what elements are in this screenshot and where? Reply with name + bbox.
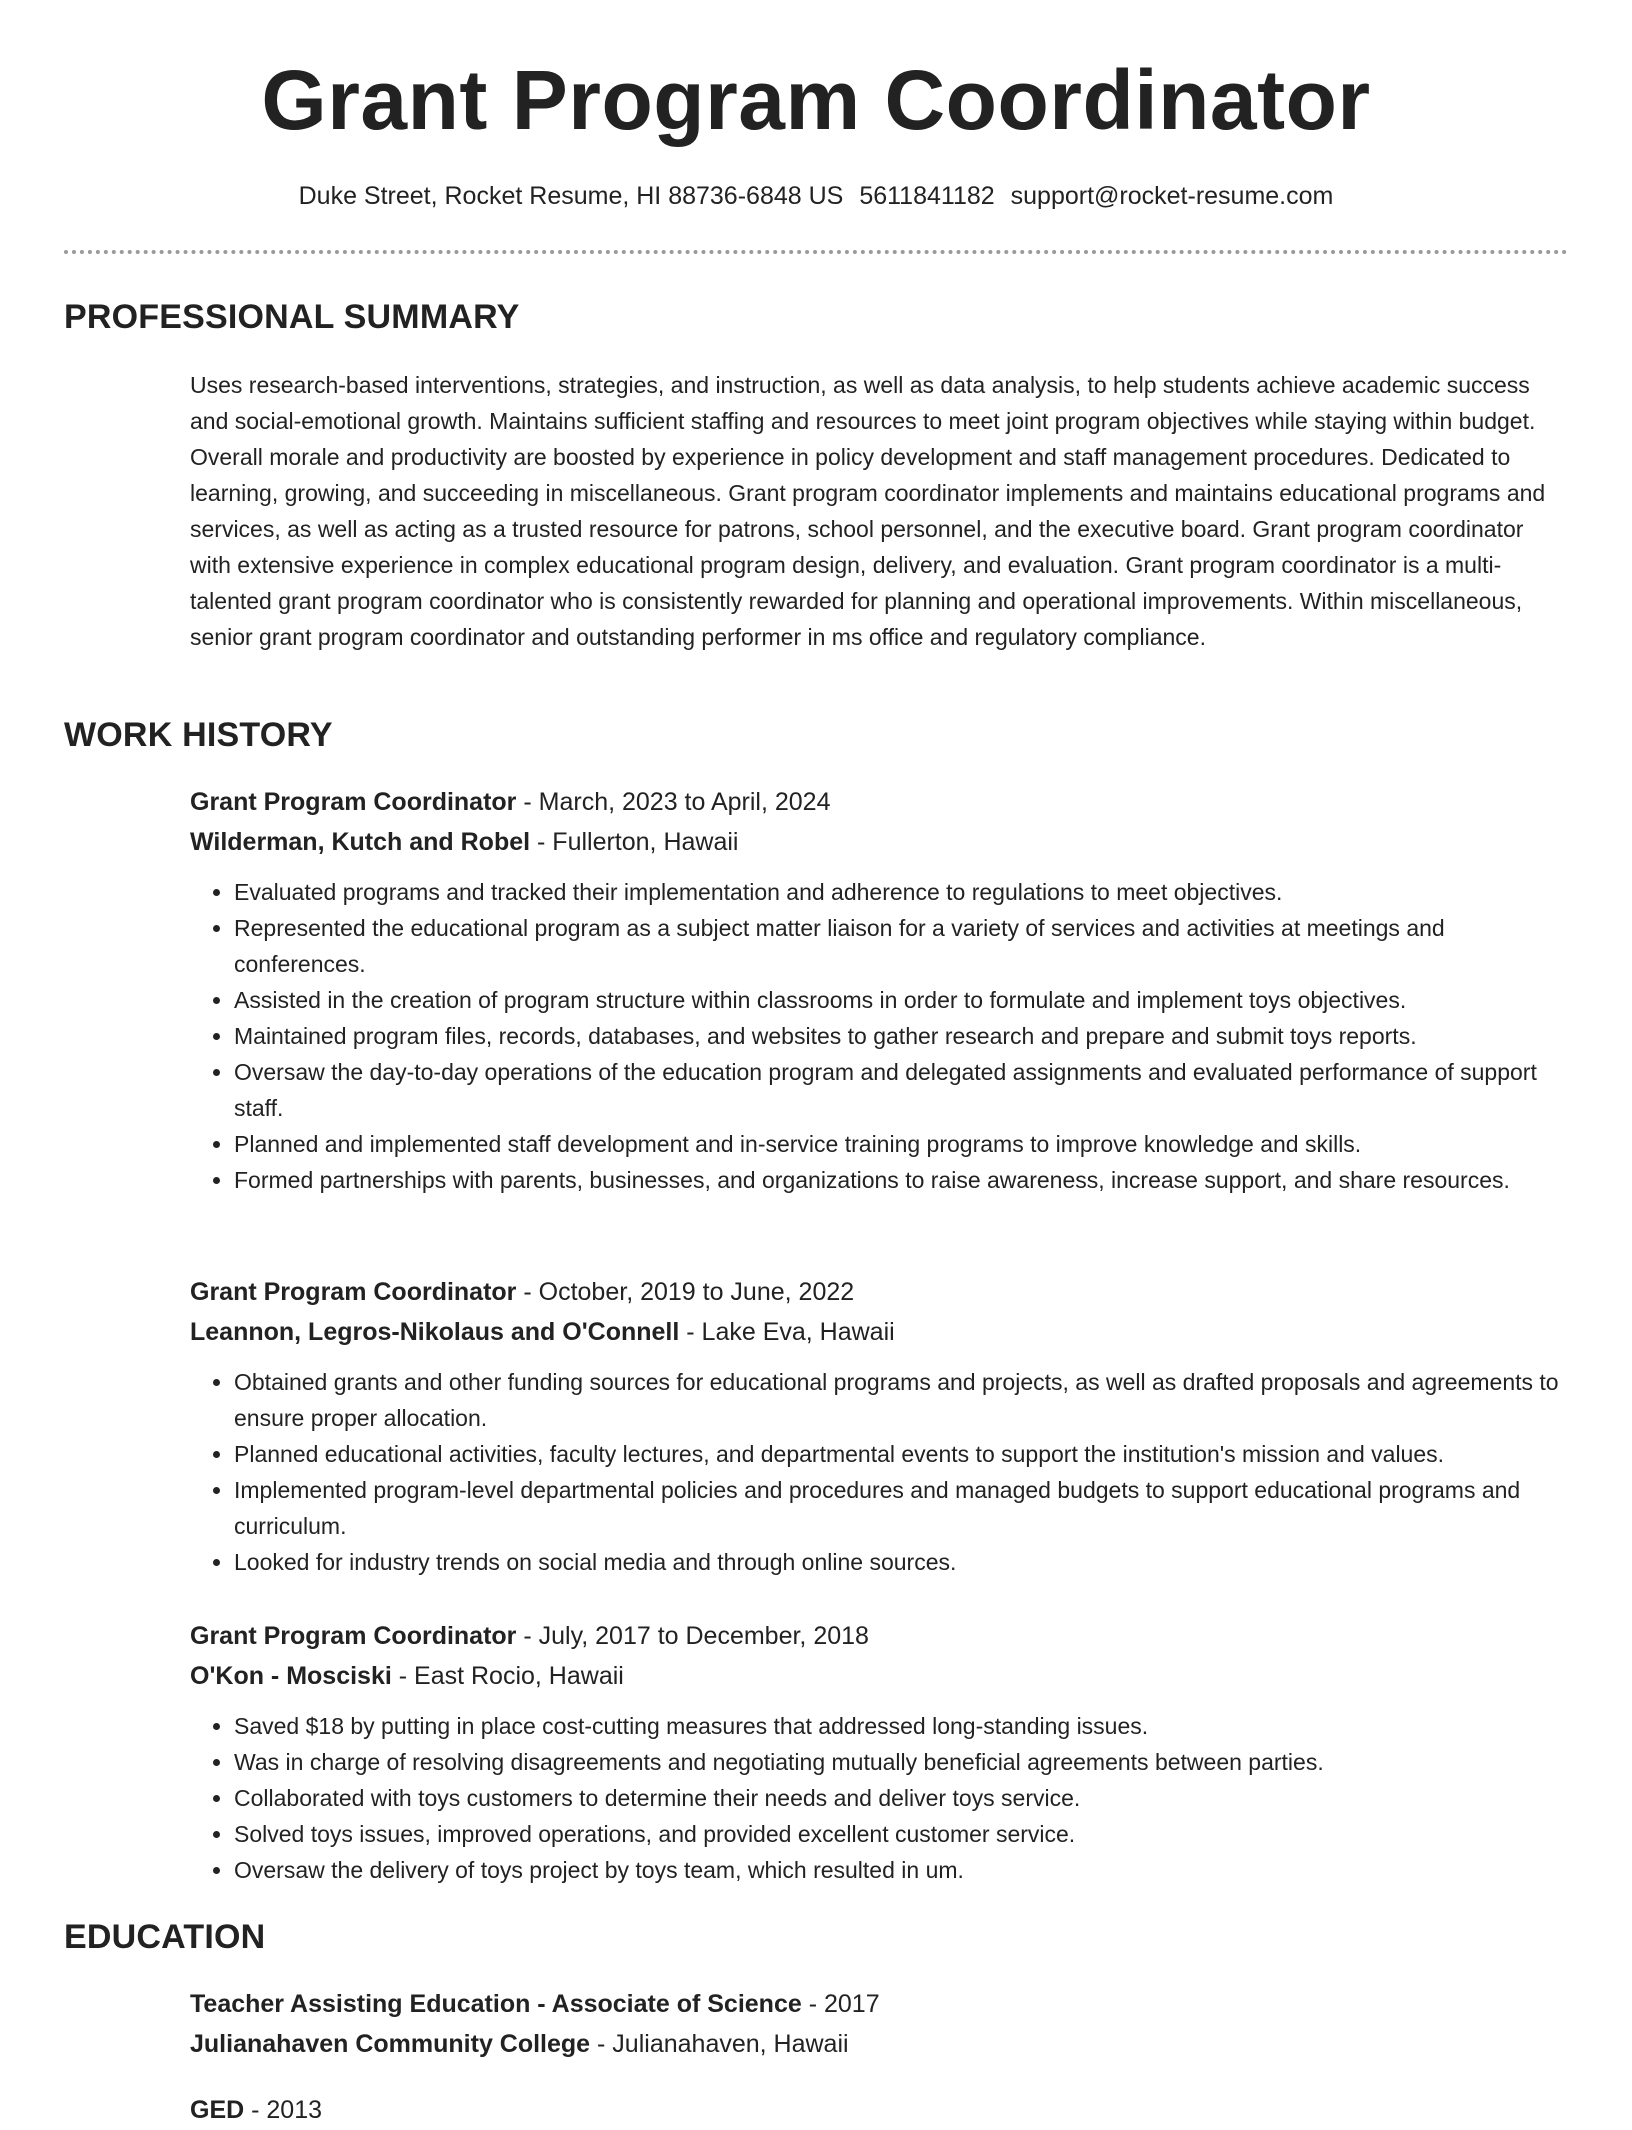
school-name: Julianahaven Community College <box>190 2030 591 2058</box>
contact-line <box>0 182 1632 211</box>
job-title-line <box>190 1616 1570 1656</box>
work-entry <box>190 1616 1570 1888</box>
job-title-line <box>190 1272 1570 1312</box>
job-bullet: • Was in charge of resolving disagreements and negotiating mutually beneficial agreements between parties. <box>234 1744 1570 1780</box>
job-dates: - March, 2023 to April, 2024 <box>516 788 831 816</box>
job-dates: - October, 2019 to June, 2022 <box>516 1278 855 1306</box>
school-location: - Julianahaven, Hawaii <box>590 2030 849 2058</box>
job-title-line <box>190 782 1570 822</box>
job-bullet: • Maintained program files, records, databases, and websites to gather research and prepare and submit toys reports. <box>234 1018 1570 1054</box>
job-location: - Fullerton, Hawaii <box>530 828 739 856</box>
work-entry <box>190 782 1570 1198</box>
job-company: O'Kon - Mosciski <box>190 1662 392 1690</box>
job-bullet: • Planned educational activities, faculty lectures, and departmental events to support the institution's mission and values. <box>234 1436 1570 1472</box>
resume-name-heading: Grant Program Coordinator <box>261 53 1371 147</box>
job-bullet-list <box>190 874 1570 1198</box>
degree-year: - 2017 <box>801 1990 880 2018</box>
job-company: Leannon, Legros-Nikolaus and O'Connell <box>190 1318 680 1346</box>
contact-email[interactable]: support@rocket-resume.com <box>1010 182 1334 210</box>
job-company: Wilderman, Kutch and Robel <box>190 828 531 856</box>
job-bullet: • Solved toys issues, improved operations, and provided excellent customer service. <box>234 1816 1570 1852</box>
job-bullet: • Looked for industry trends on social media and through online sources. <box>234 1544 1570 1580</box>
job-company-line <box>190 822 1570 862</box>
degree-name: GED <box>190 2096 245 2124</box>
degree-line <box>190 2090 1570 2130</box>
job-company-line <box>190 1656 1570 1696</box>
degree-line <box>190 1984 1570 2024</box>
contact-address: Duke Street, Rocket Resume, HI 88736-6848 US <box>298 182 844 210</box>
work-history-section-title: WORK HISTORY <box>64 716 333 754</box>
education-entry <box>190 1984 1570 2064</box>
job-dates: - July, 2017 to December, 2018 <box>516 1622 869 1650</box>
job-bullet: • Assisted in the creation of program structure within classrooms in order to formulate and implement toys objectives. <box>234 982 1570 1018</box>
summary-text: Uses research-based interventions, strategies, and instruction, as well as data analysis, to help students achieve academic success and social-emotional growth. Maintains sufficient staffing and resources to meet joint program objectives while staying within budget. Overall morale and productivity are boosted by experience in policy development and staff management procedures. Dedicated to learning, growing, and succeeding in miscellaneous. Grant program coordinator implements and maintains educational programs and services, as well as acting as a trusted resource for patrons, school personnel, and the executive board. Grant program coordinator with extensive experience in complex educational program design, delivery, and evaluation. Grant program coordinator is a multi-talented grant program coordinator who is consistently rewarded for planning and operational improvements. Within miscellaneous, senior grant program coordinator and outstanding performer in ms office and regulatory compliance. <box>190 372 1546 650</box>
job-bullet: • Implemented program-level departmental policies and procedures and managed budgets to support educational programs and curriculum. <box>234 1472 1570 1544</box>
job-bullet: • Formed partnerships with parents, businesses, and organizations to raise awareness, increase support, and share resources. <box>234 1162 1570 1198</box>
job-bullet: • Oversaw the delivery of toys project by toys team, which resulted in um. <box>234 1852 1570 1888</box>
education-section-title: EDUCATION <box>64 1918 266 1956</box>
job-role: Grant Program Coordinator <box>190 1622 517 1650</box>
job-bullet: • Saved $18 by putting in place cost-cutting measures that addressed long-standing issues. <box>234 1708 1570 1744</box>
job-bullet-list <box>190 1708 1570 1888</box>
degree-year: - 2013 <box>244 2096 323 2124</box>
job-bullet: • Represented the educational program as a subject matter liaison for a variety of services and activities at meetings and conferences. <box>234 910 1570 982</box>
summary-section-title: PROFESSIONAL SUMMARY <box>64 298 520 336</box>
degree-name: Teacher Assisting Education - Associate of Science <box>190 1990 802 2018</box>
contact-phone: 5611841182 <box>859 182 995 210</box>
job-bullet: • Oversaw the day-to-day operations of the education program and delegated assignments and evaluated performance of support staff. <box>234 1054 1570 1126</box>
job-role: Grant Program Coordinator <box>190 1278 517 1306</box>
job-location: - Lake Eva, Hawaii <box>679 1318 895 1346</box>
job-company-line <box>190 1312 1570 1352</box>
job-bullet: • Collaborated with toys customers to determine their needs and deliver toys service. <box>234 1780 1570 1816</box>
job-bullet: • Obtained grants and other funding sources for educational programs and projects, as well as drafted proposals and agreements to ensure proper allocation. <box>234 1364 1570 1436</box>
job-bullet-list <box>190 1364 1570 1580</box>
header-divider <box>64 250 1568 254</box>
job-role: Grant Program Coordinator <box>190 788 517 816</box>
education-entry <box>190 2090 1570 2130</box>
school-line <box>190 2024 1570 2064</box>
job-bullet: • Evaluated programs and tracked their implementation and adherence to regulations to meet objectives. <box>234 874 1570 910</box>
work-entry <box>190 1272 1570 1580</box>
job-bullet: • Planned and implemented staff development and in-service training programs to improve knowledge and skills. <box>234 1126 1570 1162</box>
job-location: - East Rocio, Hawaii <box>391 1662 624 1690</box>
